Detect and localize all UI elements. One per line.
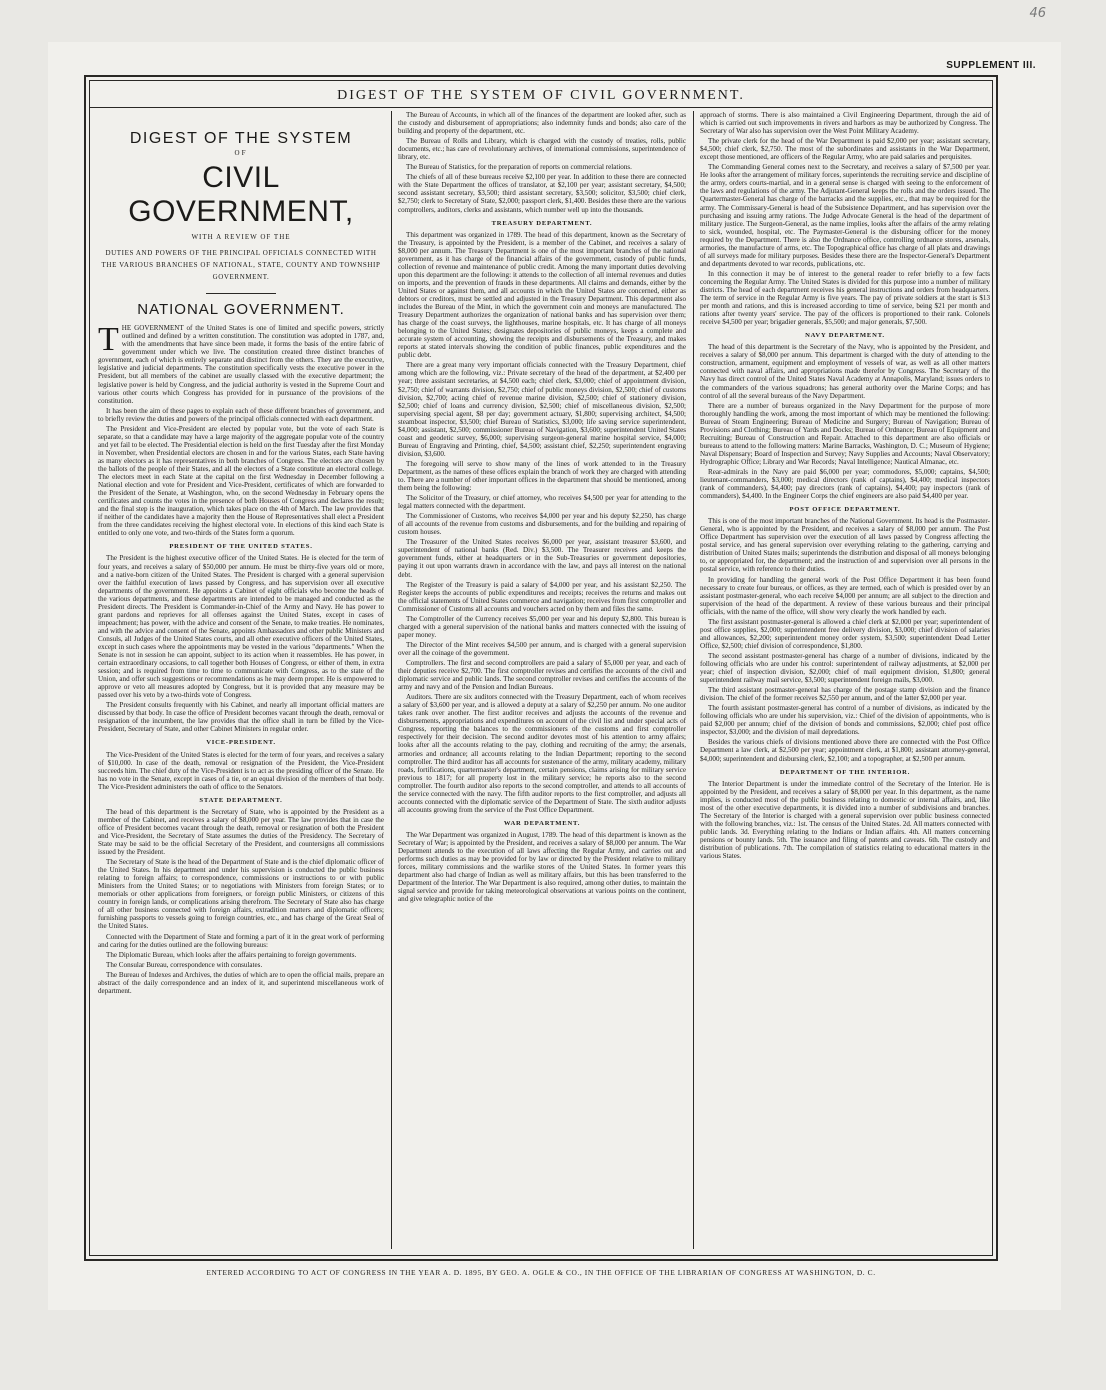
paragraph: The fourth assistant postmaster-general has control of a number of divisions, as indicated by the following officials who are under his supervision, viz.: Chief of the division of appointments, who is paid $2,000 per annum; chief of the division of bonds and commissions, $2,000; chief post office inspector, $3,000; and the division of mail depredations. (700, 704, 990, 737)
paragraph: The President and Vice-President are elected by popular vote, but the vote of each State is separate, so that a candidate may have a large majority of the aggregate popular vote of the country and yet fail to be elected. The Presidential election is held on the first Tuesday after the first Monday in November, when Presidential electors are chosen in and for the various States, each State having as many electors as it has representatives in both branches of Congress. The electors are chosen by the ballots of the people of their States, and all the electors of a State constitute an electoral college. The electors meet in each State at the capital on the first Wednesday in December following a National election and vote for President and Vice-President, certificates of which are forwarded to the President of the Senate, at Washington, who, on the second Wednesday in February opens the certificates and counts the votes in the presence of both Houses of Congress and declares the result; and the final step is the inauguration, which takes place on the 4th of March. The law provides that if neither of the candidates have a majority then the House of Representatives shall elect a President from the three candidates receiving the highest electoral vote. In elections of this kind each State is entitled to only one vote, and two-thirds of the States form a quorum. (98, 424, 384, 538)
paragraph: The Register of the Treasury is paid a salary of $4,000 per year, and his assistant $2,250. The Register keeps the accounts of public expenditures and receipts; receives the returns and makes out the official statements of United States commerce and navigation; receives from first comptroller and Commissioner of Customs all accounts and vouchers acted on by them and files the same. (398, 580, 686, 613)
heading-post-office-department: POST OFFICE DEPARTMENT. (789, 506, 901, 514)
columns (96, 111, 990, 1249)
paragraph: Comptrollers. The first and second comptrollers are paid a salary of $5,000 per year, and each of their deputies receive $2,700. The first comptroller revises and certifies the accounts of the civil and diplomatic service and public lands. The second comptroller revises and certifies the accounts of the army and navy and of the Pension and Indian Bureaus. (398, 659, 686, 692)
paragraph: approach of storms. There is also maintained a Civil Engineering Department, through the aid of which is carried out such improvements in rivers and harbors as may be authorized by Congress. The Secretary of War also has supervision over the West Point Military Academy. (700, 111, 990, 136)
title-of: OF (234, 149, 248, 158)
paragraph: Besides the various chiefs of divisions mentioned above there are connected with the Post Office Department a law clerk, at $2,500 per year; appointment clerk, at $1,800; assistant attorney-general, $4,000; superintendent and disbursing clerk, $2,100; and a topographer, at $2,500 per annum. (700, 738, 990, 763)
paragraph: The Bureau of Indexes and Archives, the duties of which are to open the official mails, prepare an abstract of the daily correspondence and an index of it, and superintend miscellaneous work of department. (98, 970, 384, 995)
paragraph: There are a great many very important officials connected with the Treasury Department, chief among which are the following, viz.: Private secretary of the head of the department, at $2,400 per year; three assistant secretaries, at $4,500 each; chief clerk, $3,000; chief of appointment division, $2,750; chief of warrants division, $2,750; chief of public moneys division, $2,500; chief of customs division, $2,700; acting chief of revenue marine division, $2,500; chief of stationery division, $2,500; chief of loans and currency division, $2,500; chief of miscellaneous division, $2,500; supervising special agent, $8 per day; government actuary, $1,800; supervising architect, $4,500; steamboat inspector, $3,500; chief Bureau of Statistics, $3,000; life saving service superintendent, $4,000; assistant, $2,500; commissioner Bureau of Navigation, $3,600; superintendent United States coast and geodetic survey, $6,000; supervising surgeon-general marine hospital service, $4,000; Bureau of Engraving and Printing, chief, $4,500; assistant chief, $2,250; superintendent engraving division, $3,600. (398, 361, 686, 458)
paragraph: The Director of the Mint receives $4,500 per annum, and is charged with a general supervision over all the coinage of the government. (398, 640, 686, 657)
page-banner: DIGEST OF THE SYSTEM OF CIVIL GOVERNMENT. (90, 85, 992, 108)
title-line-1: DIGEST OF THE SYSTEM (129, 130, 353, 147)
paragraph: In this connection it may be of interest to the general reader to refer briefly to a few facts concerning the Regular Army. The United States is divided for this purpose into a number of military districts. The head of each department receives his general instructions and orders from headquarters. The term of service in the Regular Army is five years. The pay of private soldiers at the start is $13 per month and rations, and this is increased according to time of service, being $21 per month and rations after twenty years' service. The pay of the officers is proportioned to their rank. Colonels receive $4,500 per year; brigadier generals, $5,500; and major generals, $7,500. (700, 269, 990, 327)
paragraph: The War Department was organized in August, 1789. The head of this department is known as the Secretary of War; is appointed by the President, and receives a salary of $8,000 per annum. The War Department attends to the execution of all laws affecting the Regular Army, and carries out and performs such duties as may be provided for by law or directed by the President relative to military forces, military commissions and the warlike stores of the United States. In former years this department also had charge of Indian as well as military affairs, but this has been transferred to the Department of the Interior. The War Department is also required, among other duties, to maintain the signal service and provide for taking meteorological observations at various points on the continent, and give telegraphic notice of the (398, 830, 686, 904)
heading-war-department: WAR DEPARTMENT. (503, 819, 581, 827)
paragraph: The first assistant postmaster-general is allowed a chief clerk at $2,000 per year; superintendent of post office supplies, $2,000; superintendent free delivery division, $3,000; chief division of salaries and allowances, $2,200; superintendent money order system, $3,500; superintendent Dead Letter Office, $2,500; chief division of correspondence, $1,800. (700, 617, 990, 650)
paragraph: In providing for handling the general work of the Post Office Department it has been found necessary to create four bureaus, or offices, as they are termed, each of which is presided over by an assistant postmaster-general, who each receive $4,000 per annum; are all subject to the direction and supervision of the head of the department. A review of these various bureaus and their principal officials, with the name of the office, will show very clearly the work handled by each. (700, 575, 990, 616)
paragraph: The Comptroller of the Currency receives $5,000 per year and his deputy $2,800. This bureau is charged with a general supervision of the national banks and matters connected with the issuing of paper money. (398, 614, 686, 639)
content-frame (84, 75, 998, 1261)
paragraph: There are a number of bureaus organized in the Navy Department for the purpose of more thoroughly handling the work, among the most important of which may be mentioned the following: Bureau of Steam Engineering; Bureau of Medicine and Surgery; Bureau of Navigation; Bureau of Provisions and Clothing; Bureau of Yards and Docks; Bureau of Ordnance; Bureau of Equipment and Recruiting; Bureau of Construction and Repair. Attached to this department are also officials or bureaus to attend to the following matters: Marine Barracks, Washington, D. C.; Museum of Hygiene; Naval Dispensary; Board of Inspection and Survey; Navy Supplies and Accounts; Naval Observatory; Hydrographic Office; Library and War Records; Naval Intelligence; Nautical Almanac, etc. (700, 401, 990, 466)
paragraph: The Commissioner of Customs, who receives $4,000 per year and his deputy $2,250, has charge of all accounts of the revenue from customs and disbursements, and for the building and repairing of custom houses. (398, 512, 686, 537)
heading-state-department: STATE DEPARTMENT. (199, 796, 283, 804)
title-with: WITH A REVIEW OF THE (191, 233, 291, 242)
intro-paragraph: HE GOVERNMENT of the United States is one of limited and specific powers, strictly outlined and defined by a written constitution. The constitution was adopted in 1787, and, with the amendments that have since been made, it forms the basis of the entire fabric of government under which we live. The constitution created three distinct branches of government, each of which is entirely separate and distinct from the others. They are the executive, legislative and judicial departments. The constitution specifically vests the executive power in the President, but all members of the cabinet are usually classed with the executive department; the legislative power is held by Congress, and the judicial authority is vested in the Supreme Court and various other courts which Congress has provided for in pursuance of the provisions of the constitution. (98, 324, 384, 405)
paragraph: The Bureau of Accounts, in which all of the finances of the department are looked after, such as the custody and disbursement of appropriations; also indemnity funds and bonds; also care of the building and property of the department, etc. (398, 111, 686, 136)
paragraph: Auditors. There are six auditors connected with the Treasury Department, each of whom receives a salary of $3,600 per year, and is allowed a deputy at a salary of $2,250 per annum. No one auditor takes rank over another. The first auditor receives and adjusts the accounts of the revenue and disbursements, appropriations and expenditures on account of the civil list and under special acts of Congress, reporting the balances to the commissioners of the customs and first comptroller respectively for their decision. The second auditor devotes most of his attention to army affairs; looks after all the accounts relating to the pay, clothing and recruiting of the army; the arsenals, armories and ordnance; all accounts relating to the Indian Department; reporting to the second comptroller. The third auditor has all accounts for sustenance of the army, military academy, military roads, fortifications, quartermaster's department, certain pensions, claims arising for military service previous to 1817; for all property lost in the military service; he reports also to the second comptroller. The fourth auditor also reports to the second comptroller, and attends to all accounts of the service connected with the navy. The fifth auditor reports to the first comptroller, and adjusts all accounts connected with the diplomatic service of the Department of State. The sixth auditor adjusts all accounts growing from the service of the Post Office Department. (398, 693, 686, 814)
supplement-label: SUPPLEMENT III. (946, 60, 1036, 71)
paragraph: The Treasurer of the United States receives $6,000 per year, assistant treasurer $3,600, and superintendent of national banks (Red. Div.) $3,500. The Treasurer receives and keeps the government funds, either at headquarters or in the Sub-Treasuries or government depositories, paying it out upon warrants drawn in accordance with the law, and pays all interest on the national debt. (398, 538, 686, 579)
paragraph: The Diplomatic Bureau, which looks after the affairs pertaining to foreign governments. (106, 950, 357, 959)
paragraph: This department was organized in 1789. The head of this department, known as the Secretary of the Treasury, is appointed by the President, is a member of the Cabinet, and receives a salary of $8,000 per annum. The Treasury Department is one of the most important branches of the national government, as it has charge of the financial affairs of the government, custody of public funds, collection of revenue and maintenance of public credit. Among the many important duties devolving upon this department are the following: it attends to the collection of all internal revenues and duties on imports, and the prevention of frauds in these departments. All claims and demands, either by the United States or against them, and all accounts in which the United States are concerned, either as debtors or creditors, must be settled and adjusted in the Treasury Department. This department also includes the Bureau of the Mint, in which the government coin and moneys are manufactured. The Treasury Department authorizes the organization of national banks and has supervision over them; has charge of the coast surveys, the lighthouses, marine hospitals, etc. It has charge of all moneys belonging to the United States; designates depositories of public moneys, keeps a complete and accurate system of accounting, showing the receipts and disbursements of the Treasury, and makes reports at stated intervals showing the condition of public finances, public expenditures and the public debt. (398, 230, 686, 360)
paragraph: The President is the highest executive officer of the United States. He is elected for the term of four years, and receives a salary of $50,000 per annum. He must be thirty-five years old or more, and a native-born citizen of the United States. The President is charged with a general supervision over the faithful execution of laws passed by Congress, and has supervision over all executive departments of the government. He appoints a Cabinet of eight officials who become the heads of the various departments, and these departments are intended to be managed and conducted as the President directs. The President is Commander-in-Chief of the Army and Navy. He has power to grant pardons and reprieves for all offenses against the United States, except in cases of impeachment; has power, with the advice and consent of the Senate, to make treaties. He nominates, and with the advice and consent of the Senate, appoints Ambassadors and other public Ministers and Consuls, all Judges of the United States courts, and all other executive officers of the United States, except in such cases where the appointments may be vested in the various "departments." When the Senate is not in session he can appoint, subject to its action when it reassembles. He has power, in certain extraordinary occasions, to call together both Houses of Congress, or either of them, in extra session; and is required from time to time to communicate with Congress, as to the state of the Union, and offer such suggestions or recommendations as he may deem proper. He is empowered to approve or veto all measures adopted by Congress, but it is provided that any measure may be passed over his veto by a two-thirds vote of Congress. (98, 554, 384, 700)
paragraph: Rear-admirals in the Navy are paid $6,000 per year; commodores, $5,000; captains, $4,500; lieutenant-commanders, $3,000; medical directors (rank of captains), $4,400; medical inspectors (rank of commanders), $4,400; pay directors (rank of captains), $4,400; pay inspectors (rank of commanders), $4,400. In the Engineer Corps the chief engineers are also paid $4,400 per year. (700, 467, 990, 501)
heading-president: PRESIDENT OF THE UNITED STATES. (169, 543, 313, 551)
inner-frame (89, 80, 993, 1256)
paragraph: It has been the aim of these pages to explain each of these different branches of government, and to briefly review the duties and powers of the principal officials connected with each department. (98, 406, 384, 423)
paragraph: The Commanding General comes next to the Secretary, and receives a salary of $7,500 per year. He looks after the arrangement of military forces, superintends the recruiting service and discipline of the army, orders courts-martial, and in a general sense is charged with seeing to the enforcement of the laws and regulations of the army. The Adjutant-General keeps the rolls and the orders issued. The Quartermaster-General has charge of the barracks and the supplies, etc., that may be required for the army. The Commissary-General is head of the Subsistence Department, and has supervision over the purchasing and issuing army rations. The Judge Advocate General is the head of the department of military justice. The Surgeon-General, as the name implies, looks after the affairs of the army relating to sick, wounded, hospital, etc. The Paymaster-General is the disbursing officer for the money required by the Department. There is also the Ordnance office, controlling ordnance stores, arsenals, armories, the manufacture of arms, etc. The Topographical office has charge of all plats and drawings of all surveys made for military purposes. Besides these there are the Inspector-General's Department and departments devoted to war records, publications, etc. (700, 163, 990, 268)
paragraph: The Bureau of Rolls and Library, which is charged with the custody of treaties, rolls, public documents, etc.; has care of revolutionary archives, of international commissions, superintendence of library, etc. (398, 137, 686, 162)
paragraph: The third assistant postmaster-general has charge of the postage stamp division and the finance division. The chief of the former receives $2,550 per annum, and of the latter $2,000 per year. (700, 686, 990, 703)
column-divider (693, 111, 694, 1249)
heading-vice-president: VICE-PRESIDENT. (206, 739, 276, 747)
paragraph: The Solicitor of the Treasury, or chief attorney, who receives $4,500 per year for attending to the legal matters connected with the department. (398, 494, 686, 511)
paragraph: The private clerk for the head of the War Department is paid $2,000 per year; assistant secretary, $4,500; chief clerk, $2,750. The most of the subordinates and assistants in the War Department, except those mentioned, are officers of the Regular Army, who are paid salaries and perquisites. (700, 137, 990, 162)
paragraph: The President consults frequently with his Cabinet, and nearly all important official matters are discussed by that body. In case the office of President becomes vacant through the death, removal or resignation of the incumbent, the law provides that the office shall in turn be filled by the Vice-President, Secretary of State, and other Cabinet Ministers in regular order. (98, 701, 384, 734)
drop-cap: T (98, 321, 119, 359)
paragraph: The second assistant postmaster-general has charge of a number of divisions, indicated by the following officials who are under his control: superintendent of railway adjustments, at $2,000 per year; chief of inspection division, $2,000; chief of mail equipment division, $1,800; general superintendent railway mail service, $3,500; superintendent foreign mails, $3,000. (700, 651, 990, 685)
paragraph: The Vice-President of the United States is elected for the term of four years, and receives a salary of $10,000. In case of the death, removal or resignation of the President, the Vice-President succeeds him. The chief duty of the Vice-President is to act as the presiding officer of the Senate. He has no vote in the Senate, except in cases of a tie, or an equal division of the members of that body. The Vice-President administers the oath of office to the Senators. (98, 750, 384, 791)
heading-interior-department: DEPARTMENT OF THE INTERIOR. (779, 768, 911, 776)
paragraph: The foregoing will serve to show many of the lines of work attended to in the Treasury Department, as the names of these offices explain the branch of work they are charged with attending to. There are a number of other important offices in the department that should be mentioned, among them being the following: (398, 459, 686, 493)
title-rule (206, 293, 276, 294)
paragraph: The Interior Department is under the immediate control of the Secretary of the Interior. He is appointed by the President, and receives a salary of $8,000 per year. In this department, as the name implies, is conducted most of the public business relating to domestic or internal affairs, and, like most of the other executive departments, it is divided into a number of subdivisions and branches. The Secretary of the Interior is charged with a general supervision over public business connected with the following branches, viz.: 1st. The census of the United States. 2d. All matters connected with public lands. 3d. Everything relating to the Indians or Indian affairs. 4th. All matters concerning pensions or bounty lands. 5th. The issuance and filing of patents and caveats. 6th. The custody and distribution of publications. 7th. The compilation of statistics relating to educational matters in the various States. (700, 779, 990, 861)
column-divider (391, 111, 392, 1249)
paragraph: Connected with the Department of State and forming a part of it in the great work of performing and caring for the duties outlined are the following bureaus: (98, 932, 384, 949)
paragraph: The Consular Bureau, correspondence with consulates. (106, 960, 263, 969)
heading-treasury-department: TREASURY DEPARTMENT. (491, 219, 593, 227)
paragraph: The head of this department is the Secretary of State, who is appointed by the President as a member of the Cabinet, and receives a salary of $8,000 per year. The law provides that in case the office of President becomes vacant through the death, removal or resignation of both the President and Vice-President, the Secretary of State assumes the duties of the Presidency. The Secretary of State may be said to be the official Secretary of the President, and countersigns all commissions issued by the President. (98, 807, 384, 857)
section-title: NATIONAL GOVERNMENT. (137, 301, 345, 319)
main-title: CIVIL GOVERNMENT, (128, 161, 354, 229)
column-1 (98, 111, 384, 1249)
paragraph: The head of this department is the Secretary of the Navy, who is appointed by the President, and receives a salary of $8,000 per annum. This department is charged with the duty of attending to the construction, armament, equipment and employment of vessels of war, as well as all other matters connected with naval affairs, and appropriations made therefor by Congress. The Secretary of the Navy has direct control of the United States Naval Academy at Annapolis, Maryland; issues orders to the commanders of the various squadrons; has general authority over the Marine Corps; and has control of all the several bureaus of the Navy Department. (700, 343, 990, 400)
page-number: 46 (1029, 6, 1046, 21)
copyright-footer: ENTERED ACCORDING TO ACT OF CONGRESS IN THE YEAR A. D. 1895, BY GEO. A. OGLE & CO., IN THE OFFICE OF THE LIBRARIAN OF CONGRESS AT WASHINGTON, D. C. (206, 1268, 876, 1277)
column-3 (700, 111, 990, 1249)
column-2 (398, 111, 686, 1249)
heading-navy-department: NAVY DEPARTMENT. (805, 332, 885, 340)
paragraph: The Secretary of State is the head of the Department of State and is the chief diplomatic officer of the United States. In his department and under his supervision is conducted the public business relating to foreign affairs; to correspondence, commissions or instructions to or with public Ministers from the United States; or to negotiations with Ministers from foreign States; or to memorials or other applications from foreigners, or foreign public Ministers, or citizens of this country in foreign lands, or complications arising therefrom. The Secretary of State also has charge of all other business connected with foreign affairs, extradition matters and diplomatic officers; furnishing passports to vessels going to foreign countries, etc., and has charge of the Great Seal of the United States. (98, 858, 384, 931)
subtitle: DUTIES AND POWERS OF THE PRINCIPAL OFFICIALS CONNECTED WITH THE VARIOUS BRANCHES OF NATIONAL, STATE, COUNTY AND TOWNSHIP GOVERNMENT. (101, 249, 381, 282)
paragraph: The Bureau of Statistics, for the preparation of reports on commercial relations. (406, 163, 632, 172)
paragraph: This is one of the most important branches of the National Government. Its head is the Postmaster-General, who is appointed by the President, and receives a salary of $8,000 per annum. The Post Office Department has supervision over the execution of all laws passed by Congress affecting the postal service, and has general supervision over everything relating to the gathering, carrying and distribution of United States mails; superintends the distribution and disposal of all moneys belonging to, or appropriated for, the department; and the instruction of and supervision over all persons in the postal service, with reference to their duties. (700, 517, 990, 574)
paragraph: The chiefs of all of these bureaus receive $2,100 per year. In addition to these there are connected with the State Department the offices of translator, at $2,100 per year; assistant secretary, $4,500; second assistant secretary, $3,500; third assistant secretary, $3,500; solicitor, $3,500; chief clerk, $2,750; clerk to Secretary of State, $2,000; passport clerk, $1,400. Besides these there are the various comptrollers, auditors, clerks and assistants, which number well up into the thousands. (398, 173, 686, 214)
